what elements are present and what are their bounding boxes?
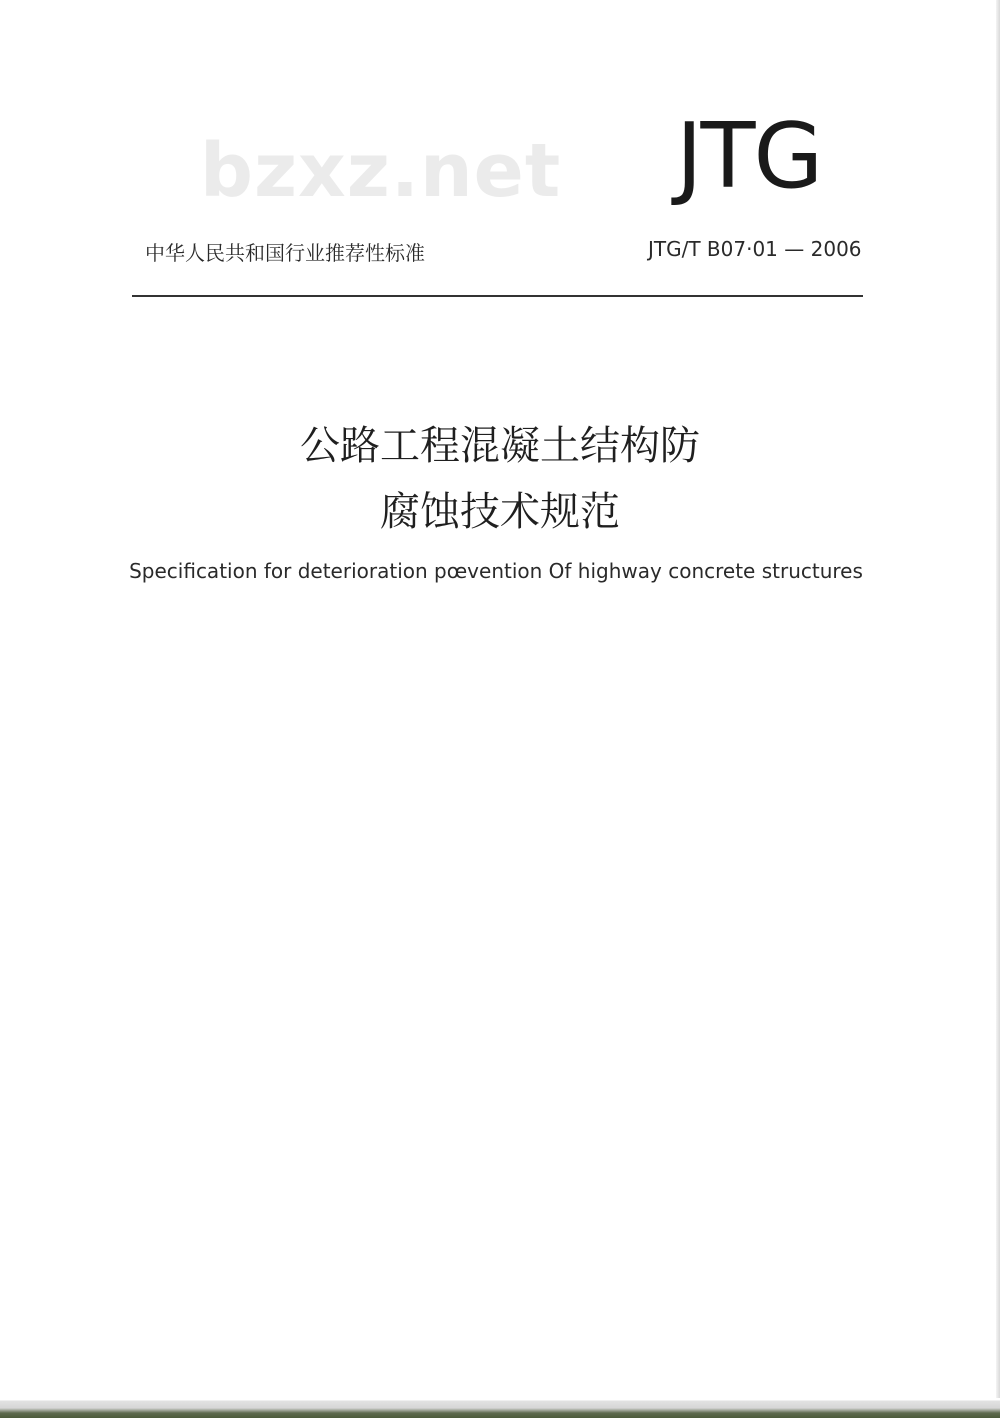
- standard-category: 中华人民共和国行业推荐性标准: [145, 241, 425, 265]
- header-divider: [132, 295, 863, 297]
- document-title-line-1: 公路工程混凝土结构防: [300, 423, 700, 469]
- document-title-line-2: 腐蚀技术规范: [380, 489, 620, 535]
- english-title: Specification for deterioration pœvention Of highway concrete structures: [129, 559, 863, 583]
- watermark-text: bzxz.net: [200, 128, 562, 214]
- standard-number: JTG/T B07·01 — 2006: [648, 237, 862, 261]
- bottom-edge-strip: [0, 1398, 1000, 1418]
- page-edge: [996, 0, 1000, 1418]
- jtg-logo: JTG: [676, 104, 822, 209]
